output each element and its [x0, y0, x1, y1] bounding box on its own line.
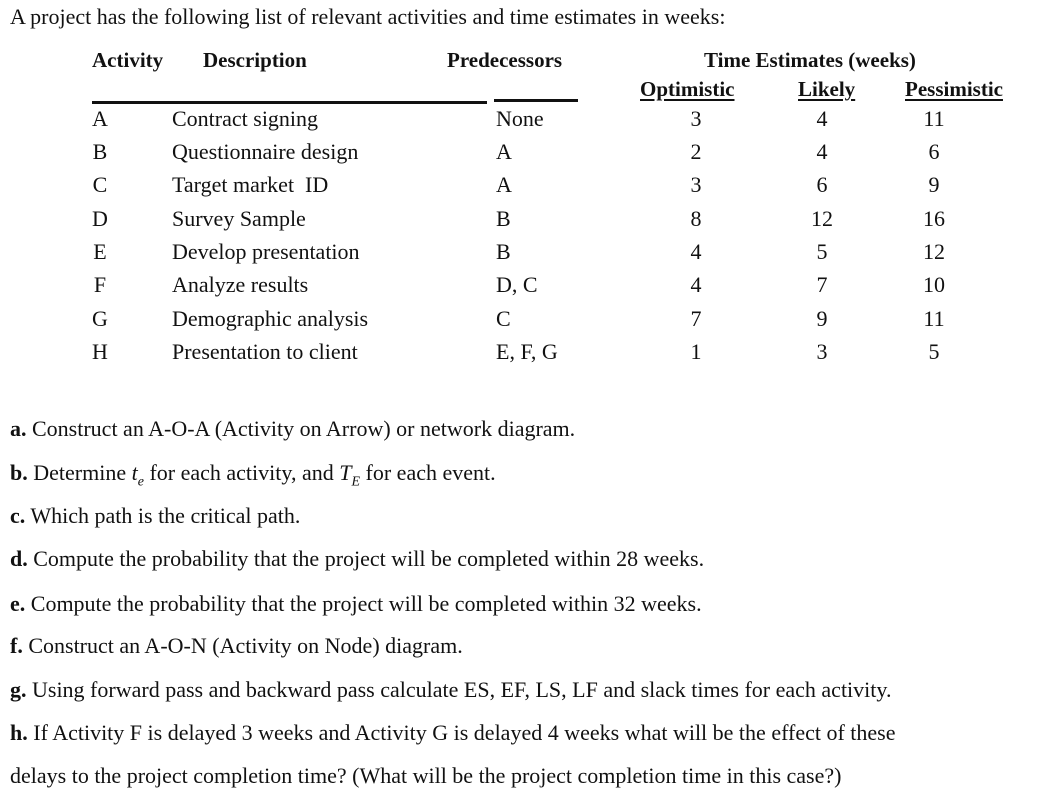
table-row [0, 239, 1049, 272]
cell-optimistic: 1 [690, 339, 702, 364]
cell-likely: 6 [816, 172, 828, 197]
table-row [0, 139, 1049, 172]
question-text: Determine [33, 460, 127, 485]
table-row [0, 206, 1049, 239]
header-optimistic: Optimistic [640, 77, 735, 101]
question-label: h. [10, 720, 28, 745]
cell-likely: 12 [811, 206, 833, 231]
cell-description: Target market ID [172, 172, 329, 197]
cell-pessimistic: 9 [928, 172, 940, 197]
question-label: d. [10, 546, 28, 571]
cell-description: Presentation to client [172, 339, 358, 364]
cell-description: Questionnaire design [172, 139, 359, 164]
table-row [0, 272, 1049, 305]
cell-optimistic: 7 [690, 306, 702, 331]
table-row [0, 306, 1049, 339]
cell-activity: B [92, 139, 108, 164]
cell-pessimistic: 10 [923, 272, 945, 297]
table-row [0, 106, 1049, 139]
table-row [0, 339, 1049, 372]
question-text: for each activity, and [149, 460, 334, 485]
question-label: a. [10, 416, 27, 441]
cell-pessimistic: 6 [928, 139, 940, 164]
cell-activity: A [92, 106, 108, 131]
cell-predecessors: None [496, 106, 544, 131]
header-activity: Activity [92, 48, 164, 72]
cell-activity: G [92, 306, 108, 331]
te-symbol [131, 460, 144, 490]
cell-likely: 5 [816, 239, 828, 264]
cell-likely: 7 [816, 272, 828, 297]
TE-main: T [339, 460, 352, 485]
cell-optimistic: 3 [690, 106, 702, 131]
cell-description: Demographic analysis [172, 306, 369, 331]
cell-predecessors: B [496, 239, 511, 264]
question-label: g. [10, 677, 27, 702]
te-main: t [131, 460, 138, 485]
question-d [10, 546, 704, 572]
intro-text: A project has the following list of relevant activities and time estimates in weeks: [10, 4, 726, 29]
cell-predecessors: D, C [496, 272, 538, 297]
question-label: c. [10, 503, 26, 528]
header-predecessors: Predecessors [447, 48, 563, 72]
TE-symbol [339, 460, 361, 490]
question-label: b. [10, 460, 28, 485]
cell-likely: 3 [816, 339, 828, 364]
cell-pessimistic: 11 [923, 106, 945, 131]
question-text: Using forward pass and backward pass calculate ES, EF, LS, LF and slack times for each activity. [32, 677, 892, 702]
cell-pessimistic: 16 [923, 206, 945, 231]
header-pessimistic: Pessimistic [905, 77, 1003, 101]
cell-predecessors: A [496, 172, 512, 197]
header-rule-left [92, 101, 487, 104]
question-text: for each event. [365, 460, 496, 485]
cell-description: Contract signing [172, 106, 319, 131]
cell-optimistic: 4 [690, 239, 702, 264]
cell-description: Analyze results [172, 272, 309, 297]
question-text: Compute the probability that the project will be completed within 28 weeks. [33, 546, 705, 571]
cell-optimistic: 4 [690, 272, 702, 297]
cell-predecessors: A [496, 139, 512, 164]
TE-sub: E [351, 474, 361, 490]
cell-optimistic: 8 [690, 206, 702, 231]
cell-pessimistic: 12 [923, 239, 945, 264]
question-f [10, 633, 463, 659]
question-b [10, 460, 496, 490]
table-row [0, 172, 1049, 205]
cell-activity: E [93, 239, 107, 264]
header-rule-predecessors [494, 99, 578, 102]
question-h [10, 720, 896, 746]
cell-optimistic: 2 [690, 139, 702, 164]
cell-description: Develop presentation [172, 239, 360, 264]
cell-predecessors: B [496, 206, 511, 231]
question-label: f. [10, 633, 23, 658]
question-text: Compute the probability that the project will be completed within 32 weeks. [30, 591, 702, 616]
question-c [10, 503, 300, 529]
cell-likely: 4 [816, 106, 828, 131]
question-a [10, 416, 575, 442]
cell-activity: D [92, 206, 108, 231]
header-likely: Likely [798, 77, 856, 101]
question-text: Construct an A-O-N (Activity on Node) diagram. [28, 633, 463, 658]
cell-likely: 4 [816, 139, 828, 164]
cell-predecessors: E, F, G [496, 339, 558, 364]
question-label: e. [10, 591, 26, 616]
question-text: Which path is the critical path. [30, 503, 301, 528]
cell-activity: F [93, 272, 107, 297]
cell-predecessors: C [496, 306, 511, 331]
cell-description: Survey Sample [172, 206, 306, 231]
header-description: Description [203, 48, 307, 72]
cell-likely: 9 [816, 306, 828, 331]
question-e [10, 591, 702, 617]
cell-activity: H [92, 339, 108, 364]
cell-pessimistic: 5 [928, 339, 940, 364]
question-text: If Activity F is delayed 3 weeks and Activity G is delayed 4 weeks what will be the effect of these [33, 720, 896, 745]
question-h-continued: delays to the project completion time? (What will be the project completion time in this case?) [10, 763, 842, 788]
cell-pessimistic: 11 [923, 306, 945, 331]
cell-activity: C [92, 172, 108, 197]
cell-optimistic: 3 [690, 172, 702, 197]
question-text: Construct an A-O-A (Activity on Arrow) or network diagram. [32, 416, 576, 441]
header-time-estimates: Time Estimates (weeks) [704, 48, 916, 72]
question-g [10, 677, 891, 703]
te-sub: e [137, 474, 144, 490]
